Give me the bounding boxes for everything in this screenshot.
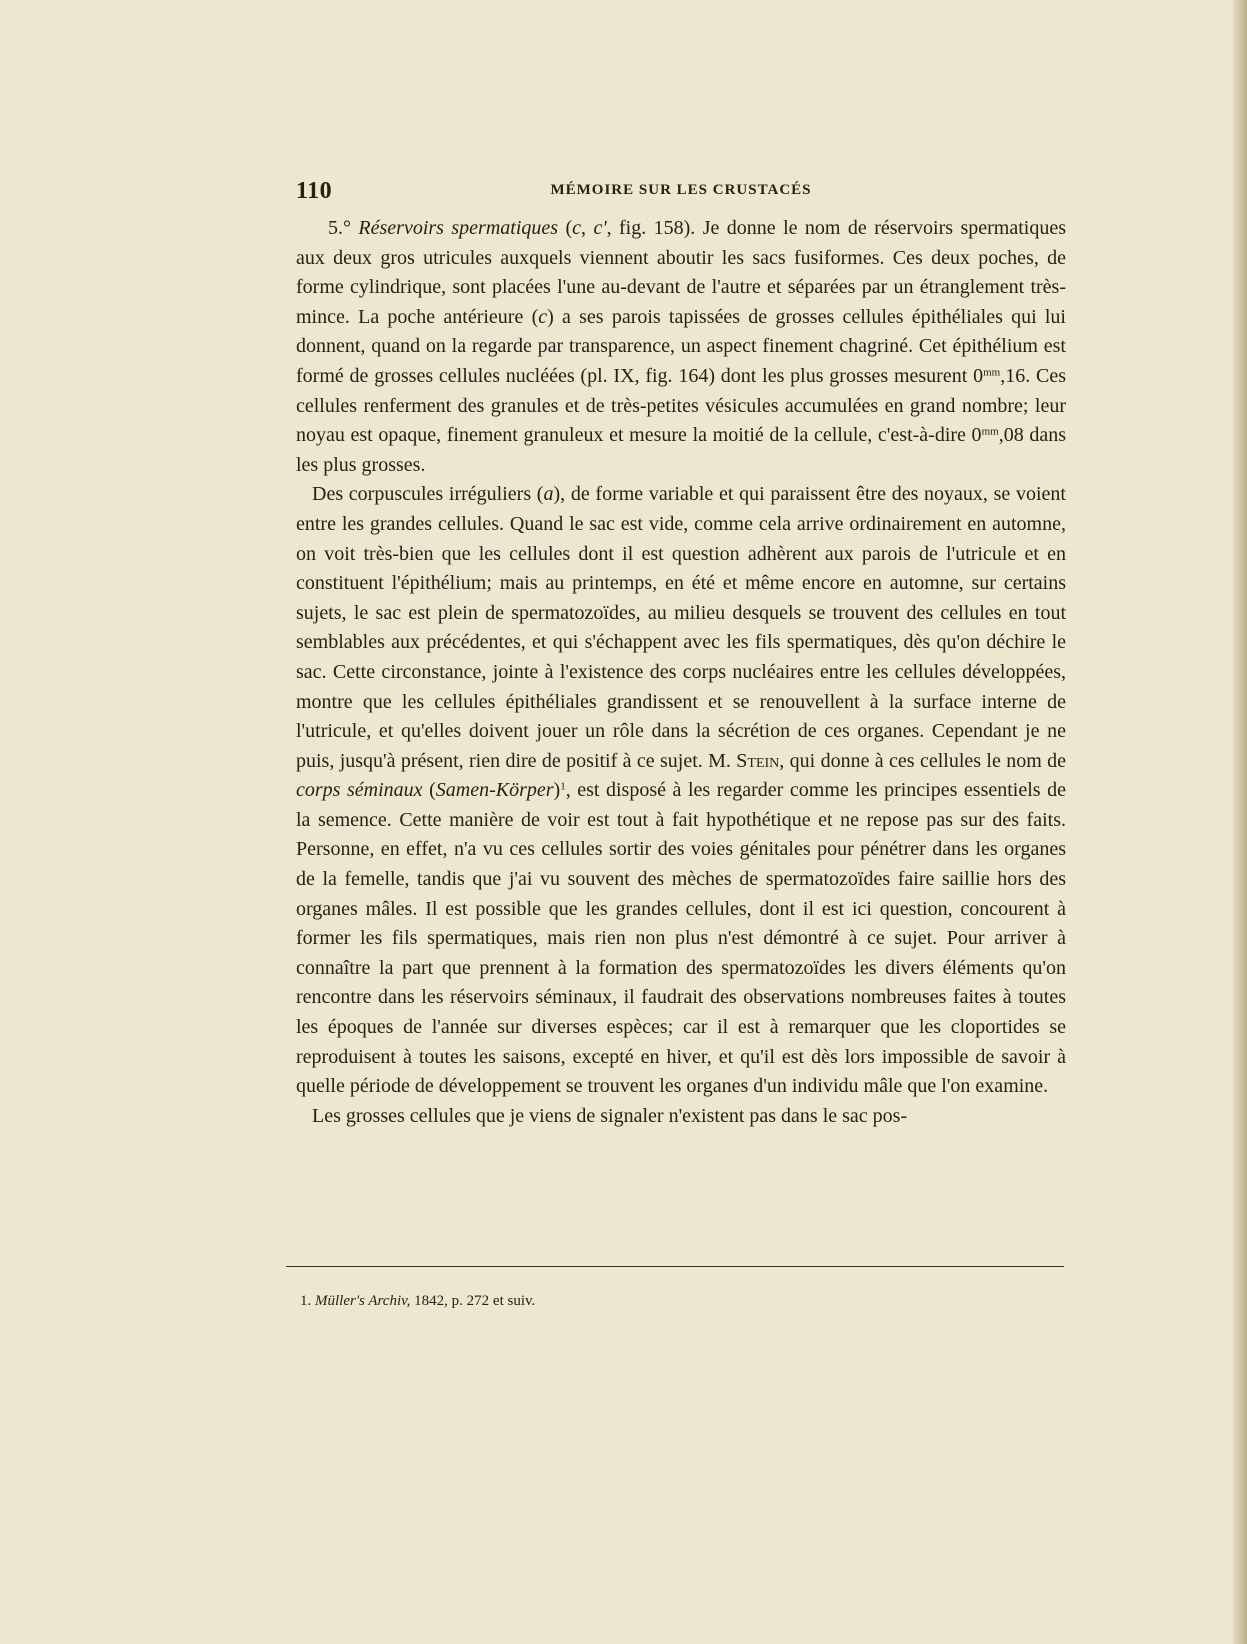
footnote-number: 1. xyxy=(300,1293,312,1309)
unit-superscript: mm xyxy=(981,425,999,438)
paragraph-2 xyxy=(296,480,1066,1101)
footnote-source: Müller's Archiv, xyxy=(315,1293,411,1309)
p1-text: ) a ses parois tapissées de grosses cellules épithéliales qui lui donnent, quand on la regarde par transparence, un aspect finement chagriné. Cet épithélium est formé de grosses cellules nucléées (pl. IX, fig. 164) dont les plus grosses mesurent 0 xyxy=(296,305,1066,387)
p3-text: Les grosses cellules que je viens de signaler n'existent pas dans le sac pos- xyxy=(312,1104,908,1127)
figure-letter: a xyxy=(543,483,554,506)
author-name: Stein xyxy=(736,749,780,772)
p2-text: ) xyxy=(553,779,561,802)
figure-letter: c xyxy=(538,305,548,328)
p1-text: ,16. Ces cellules renferment des granules et de très-petites vésicules accumulées en grand nombre; leur noyau est opaque, finement granuleux et mesure la moitié de la cellule, c'est-à-dire 0 xyxy=(296,364,1066,447)
p2-text: Des corpuscules irréguliers ( xyxy=(312,483,544,506)
footnote-divider xyxy=(286,1266,1064,1267)
unit-superscript: mm xyxy=(983,366,1001,379)
figure-letter: c' xyxy=(593,217,607,239)
p1-text: 5.° xyxy=(328,217,359,239)
paragraph-1 xyxy=(296,214,1066,480)
figure-letter: c xyxy=(572,217,582,239)
p2-text: ), de forme variable et qui paraissent être des noyaux, se voient entre les grandes cellules. Quand le sac est vide, comme cela arrive ordinairement en automne, on voit très-bien que les cellules dont il est question adhèrent aux parois de l'utricule et en constituent l'épithélium; mais au printemps, en été et même encore en automne, sur certains sujets, le sac est plein de spermatozoïdes, au milieu desquels se trouvent des cellules en tout semblables aux précédentes, et qui s'échappent avec les fils spermatiques, dès qu'on déchire le sac. Cette circonstance, jointe à l'existence des corps nucléaires entre les cellules développées, montre que les cellules épithéliales grandissent et se renouvellent à la surface interne de l'utricule, et qu'elles doivent jouer un rôle dans la sécrétion de ces organes. Cependant je ne puis, jusqu'à présent, rien dire de positif à ce sujet. M. xyxy=(296,483,1066,772)
p1-text: , xyxy=(581,217,594,239)
body-text xyxy=(296,214,1066,1131)
p2-text: ( xyxy=(422,779,436,802)
italic-term: corps séminaux xyxy=(296,779,423,802)
footnote-reference[interactable]: 1 xyxy=(560,780,566,793)
page-edge-shadow xyxy=(1233,0,1247,1644)
footnote-details: 1842, p. 272 et suiv. xyxy=(410,1293,536,1309)
page-header xyxy=(296,178,1066,208)
p2-text: , qui donne à ces cellules le nom de xyxy=(779,749,1066,772)
page-number: 110 xyxy=(296,178,333,204)
footnote xyxy=(300,1291,535,1311)
running-title: MÉMOIRE SUR LES CRUSTACÉS xyxy=(550,182,812,198)
p2-text: , est disposé à les regarder comme les principes essentiels de la semence. Cette manière de voir est tout à fait hypothétique et ne repose pas sur des faits. Personne, en effet, n'a vu ces cellules sortir des voies génitales pour pénétrer dans les organes de la femelle, tandis que j'ai vu souvent des mèches de spermatozoïdes faire saillie hors des organes mâles. Il est possible que les grandes cellules, dont il est ici question, concourent à former les fils spermatiques, mais rien non plus n'est démontré à ce sujet. Pour arriver à connaître la part que prennent à la formation des spermatozoïdes les divers éléments qu'on rencontre dans les réservoirs séminaux, il faudrait des observations nombreuses faites à toutes les époques de l'année sur diverses espèces; car il est à remarquer que les cloportides se reproduisent à toutes les saisons, excepté en hiver, et qu'il est dès lors impossible de savoir à quelle période de développement se trouvent les organes d'un individu mâle que l'on examine. xyxy=(296,779,1066,1098)
paragraph-3 xyxy=(296,1102,1066,1132)
p1-text: , fig. 158). Je donne le nom de réservoirs spermatiques aux deux gros utricules auxquels viennent aboutir les sacs fusiformes. Ces deux poches, de forme cylindrique, sont placées l'une au-devant de l'autre et séparées par un étranglement très-mince. La poche antérieure ( xyxy=(296,217,1067,328)
section-heading: Réservoirs spermatiques xyxy=(358,217,559,239)
italic-term: Samen-Körper xyxy=(435,779,554,802)
p1-text: ( xyxy=(558,217,573,239)
p1-text: ,08 dans les plus grosses. xyxy=(296,424,1066,476)
